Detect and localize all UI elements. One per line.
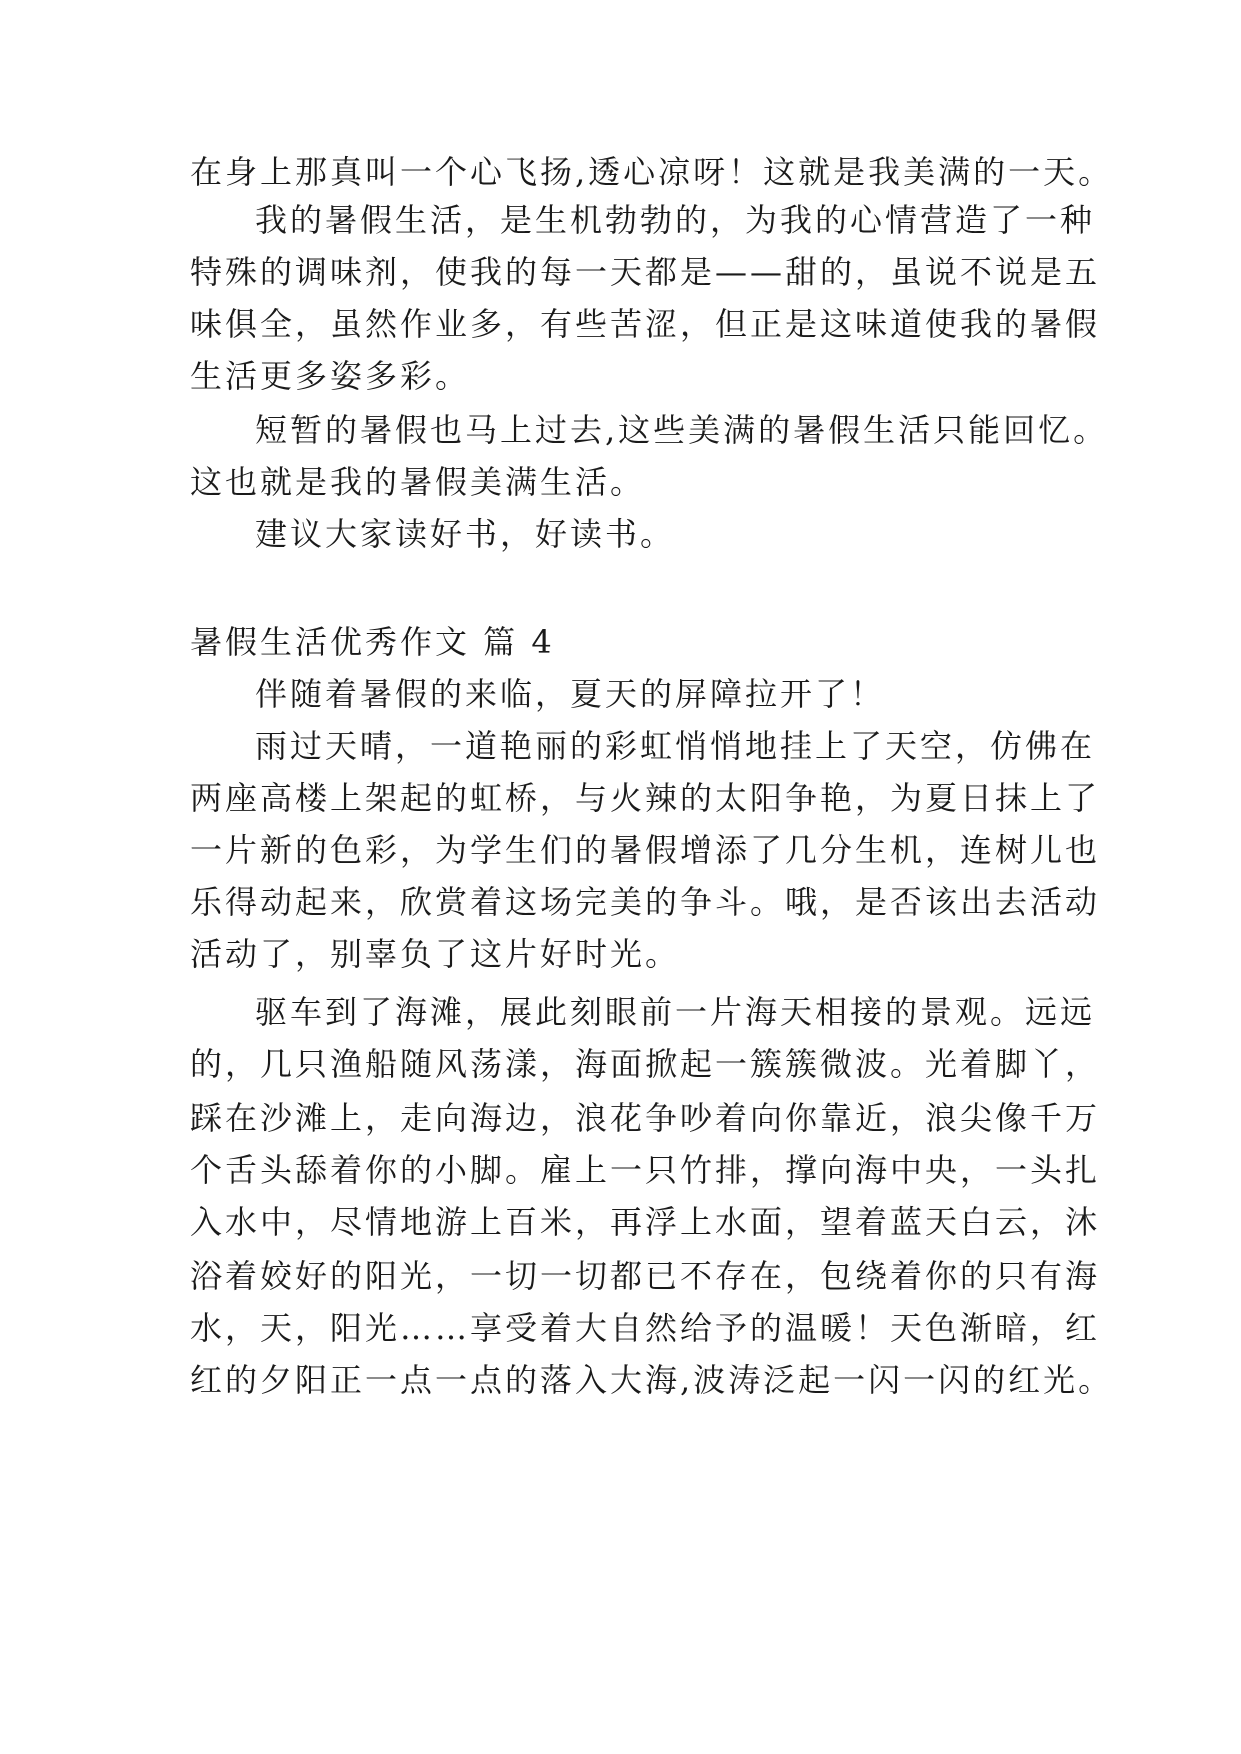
text-line: 的，几只渔船随风荡漾，海面掀起一簇簇微波。光着脚丫，	[190, 1045, 1101, 1083]
text-line: 红的夕阳正一点一点的落入大海,波涛泛起一闪一闪的红光。	[190, 1361, 1114, 1399]
text-line: 在身上那真叫一个心飞扬,透心凉呀！这就是我美满的一天。	[190, 153, 1114, 191]
text-line: 水，天，阳光……享受着大自然给予的温暖！天色渐暗，红	[190, 1309, 1101, 1347]
paragraph-start-line: 我的暑假生活，是生机勃勃的，为我的心情营造了一种	[255, 201, 1096, 239]
text-line: 生活更多姿多彩。	[190, 357, 471, 395]
text-line: 乐得动起来，欣赏着这场完美的争斗。哦，是否该出去活动	[190, 883, 1101, 921]
section-heading: 暑假生活优秀作文 篇 4	[190, 623, 555, 661]
text-line: 浴着姣好的阳光，一切一切都已不存在，包绕着你的只有海	[190, 1257, 1101, 1295]
text-line: 两座高楼上架起的虹桥，与火辣的太阳争艳，为夏日抹上了	[190, 779, 1101, 817]
text-line: 特殊的调味剂，使我的每一天都是——甜的，虽说不说是五	[190, 253, 1101, 291]
paragraph-start-line: 雨过天晴，一道艳丽的彩虹悄悄地挂上了天空，仿佛在	[255, 727, 1096, 765]
text-line: 这也就是我的暑假美满生活。	[190, 463, 646, 501]
paragraph-start-line: 驱车到了海滩，展此刻眼前一片海天相接的景观。远远	[255, 993, 1096, 1031]
text-line: 味俱全，虽然作业多，有些苦涩，但正是这味道使我的暑假	[190, 305, 1101, 343]
paragraph-start-line: 建议大家读好书，好读书。	[255, 515, 676, 553]
text-line: 入水中，尽情地游上百米，再浮上水面，望着蓝天白云，沐	[190, 1203, 1101, 1241]
text-line: 踩在沙滩上，走向海边，浪花争吵着向你靠近，浪尖像千万	[190, 1099, 1101, 1137]
text-line: 活动了，别辜负了这片好时光。	[190, 935, 681, 973]
paragraph-start-line: 伴随着暑假的来临，夏天的屏障拉开了！	[255, 675, 886, 713]
text-line: 一片新的色彩，为学生们的暑假增添了几分生机，连树儿也	[190, 831, 1101, 869]
paragraph-start-line: 短暂的暑假也马上过去,这些美满的暑假生活只能回忆。	[255, 411, 1109, 449]
text-line: 个舌头舔着你的小脚。雇上一只竹排，撑向海中央，一头扎	[190, 1151, 1101, 1189]
